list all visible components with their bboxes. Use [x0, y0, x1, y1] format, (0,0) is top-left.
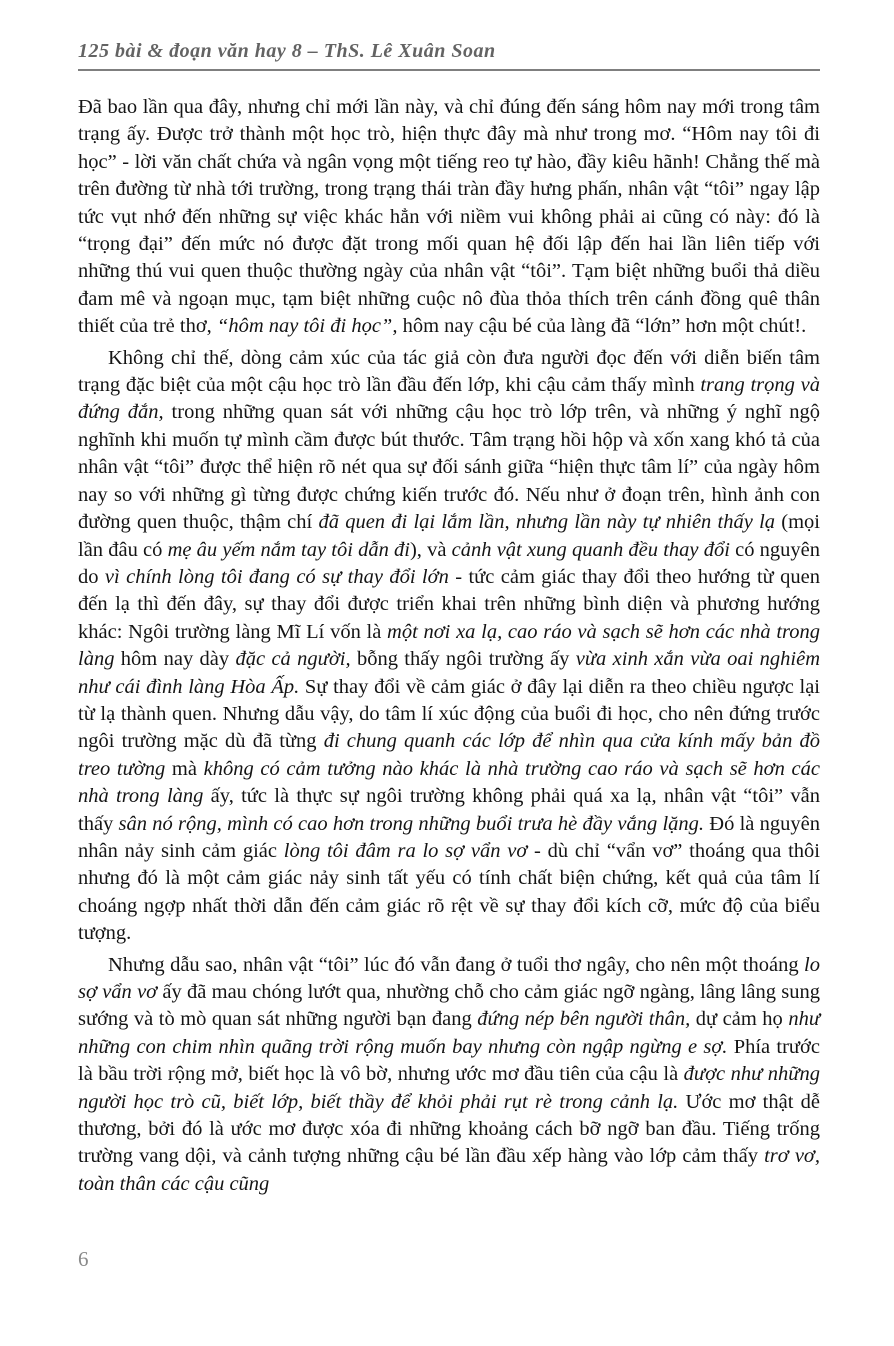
text-run: Đã bao lần qua đây, nhưng chỉ mới lần này, và chỉ đúng đến sáng hôm nay mới trong tâm trạng ấy. Được trở thành một học trò, hiện thực đây mà như trong mơ. “Hôm nay tôi đi học” - lời văn chất chứa và ngân vọng một tiếng reo tự hào, đầy kiêu hãnh! Chẳng thế mà trên đường từ nhà tới trường, trong trạng thái tràn đầy hưng phấn, nhân vật “tôi” ngay lập tức vụt nhớ đến những sự việc khác hẳn với niềm vui không phải ai cũng có này: đó là “trọng đại” đến mức nó được đặt trong mối quan hệ đối lập đến hai lần liên tiếp với những thú vui quen thuộc thường ngày của nhân vật “tôi”. Tạm biệt những buổi thả diều đam mê và ngoạn mục, tạm biệt những cuộc nô đùa thỏa thích trên cánh đồng quê thân thiết của trẻ thơ,	[78, 96, 820, 338]
text-run: Nhưng dẫu sao, nhân vật “tôi” lúc đó vẫn đang ở tuổi thơ ngây, cho nên một thoáng	[108, 953, 805, 976]
quoted-phrase: vì chính lòng tôi đang có sự thay đổi lớn	[104, 565, 449, 588]
quoted-phrase: trang trọng và đứng đắn,	[78, 374, 820, 424]
running-head: 125 bài & đoạn văn hay 8 – ThS. Lê Xuân Soan	[78, 40, 496, 62]
text-run: hôm nay dày	[114, 648, 236, 671]
quoted-phrase: trơ vơ, toàn thân các cậu cũng	[78, 1145, 820, 1195]
paragraph	[78, 952, 820, 1199]
page-header	[78, 40, 820, 71]
quoted-phrase: không có cảm tưởng nào khác là nhà trường cao ráo và sạch sẽ hơn các nhà trong làng	[78, 757, 820, 808]
quoted-phrase: cảnh vật xung quanh đều thay đổi	[451, 538, 730, 561]
text-run: Phía trước là bầu trời rộng mở, biết học là vô bờ, nhưng ước mơ đầu tiên của cậu là	[78, 1035, 820, 1086]
text-run: ), và	[409, 538, 452, 561]
quoted-phrase: lòng tôi đâm ra lo sợ vẩn vơ	[283, 839, 528, 862]
text-run: ấy đã mau chóng lướt qua, nhường chỗ cho cảm giác ngỡ ngàng, lâng lâng sung sướng và tò mò quan sát những người bạn đang	[78, 981, 820, 1031]
quoted-phrase: đứng nép bên người thân,	[477, 1008, 691, 1031]
text-run: Không chỉ thế, dòng cảm xúc của tác giả còn đưa người đọc đến với diễn biến tâm trạng đặc biệt của một cậu học trò lần đầu đến lớp, khi cậu cảm thấy mình	[78, 346, 820, 397]
quoted-phrase: đặc cả người,	[235, 648, 351, 671]
text-run: Sự thay đổi về cảm giác ở đây lại diễn ra theo chiều ngược lại từ lạ thành quen. Nhưng dẫu vậy, do tâm lí xúc động của buổi đi học, cho nên đứng trước ngôi trường mặc dù đã từng	[78, 675, 820, 753]
quoted-phrase: được như những người học trò cũ, biết lớp, biết thầy để khỏi phải rụt rè trong cảnh lạ.	[78, 1063, 820, 1113]
essay-text	[78, 94, 820, 1198]
text-run: hôm nay cậu bé của làng đã “lớn” hơn một chút!.	[397, 315, 807, 338]
quoted-phrase: một nơi xa lạ, cao ráo và sạch sẽ hơn các nhà trong làng	[78, 620, 820, 671]
quoted-phrase: đi chung quanh các lớp để nhìn qua cửa kính mấy bản đồ treo tường	[78, 730, 821, 780]
quoted-phrase: đã quen đi lại lắm lần, nhưng lần này tự nhiên thấy lạ	[318, 511, 776, 534]
text-run: - dù chỉ “vẩn vơ” thoáng qua thôi nhưng đó là một cảm giác nảy sinh tất yếu có tính chất biện chứng, kết quả của tâm lí choáng ngợp nhất thời dẫn đến cảm giác rõ rệt về sự thay đổi kích cỡ, mức độ của biểu tượng.	[78, 839, 820, 945]
quoted-phrase: lo sợ vẩn vơ	[78, 953, 820, 1003]
paragraph	[78, 94, 820, 341]
quoted-phrase: sân nó rộng, mình có cao hơn trong những buổi trưa hè đầy vắng lặng.	[118, 812, 705, 835]
quoted-phrase: vừa xinh xắn vừa oai nghiêm như cái đình làng Hòa Ấp.	[78, 648, 821, 698]
header-rule	[78, 69, 820, 71]
paragraph	[78, 345, 820, 948]
text-run: - tức cảm giác thay đổi theo hướng từ quen đến lạ thì đến đây, sự thay đổi được triển khai trên những bình diện và phương hướng khác: Ngôi trường làng Mĩ Lí vốn là	[78, 565, 820, 643]
text-run: có nguyên do	[78, 538, 820, 588]
text-run: trong những quan sát với những cậu học trò lớp trên, và những ý nghĩ ngộ nghĩnh khi muốn tự mình cầm được bút thước. Tâm trạng hồi hộp và xốn xang khó tả của nhân vật “tôi” được thể hiện rõ nét qua sự đối sánh giữa “hiện thực tâm lí” của ngày hôm nay so với những gì từng được chứng kiến trước đó. Nếu như ở đoạn trên, hình ảnh con đường quen thuộc, thậm chí	[78, 401, 820, 534]
text-run: Ước mơ thật dễ thương, bởi đó là ước mơ được xóa đi những khoảng cách bỡ ngỡ ban đầu. Tiếng trống trường vang dội, và cảnh tượng những cậu bé lần đầu xếp hàng vào lớp cảm thấy	[78, 1090, 820, 1168]
quoted-phrase: “hôm nay tôi đi học”,	[216, 315, 398, 338]
text-run: (mọi lần đâu có	[78, 511, 820, 561]
quoted-phrase: như những con chim nhìn quãng trời rộng muốn bay nhưng còn ngập ngừng e sợ.	[78, 1008, 820, 1058]
quoted-phrase: mẹ âu yếm nắm tay tôi dẫn đi	[167, 538, 410, 561]
text-run: ấy, tức là thực sự ngôi trường không phải quá xa lạ, nhân vật “tôi” vẫn thấy	[78, 785, 821, 835]
page-number: 6	[78, 1247, 89, 1271]
text-run: dự cảm họ	[690, 1008, 789, 1031]
text-run: bỗng thấy ngôi trường ấy	[350, 648, 576, 671]
text-run: mà	[165, 757, 204, 780]
text-run: Đó là nguyên nhân nảy sinh cảm giác	[78, 812, 820, 862]
